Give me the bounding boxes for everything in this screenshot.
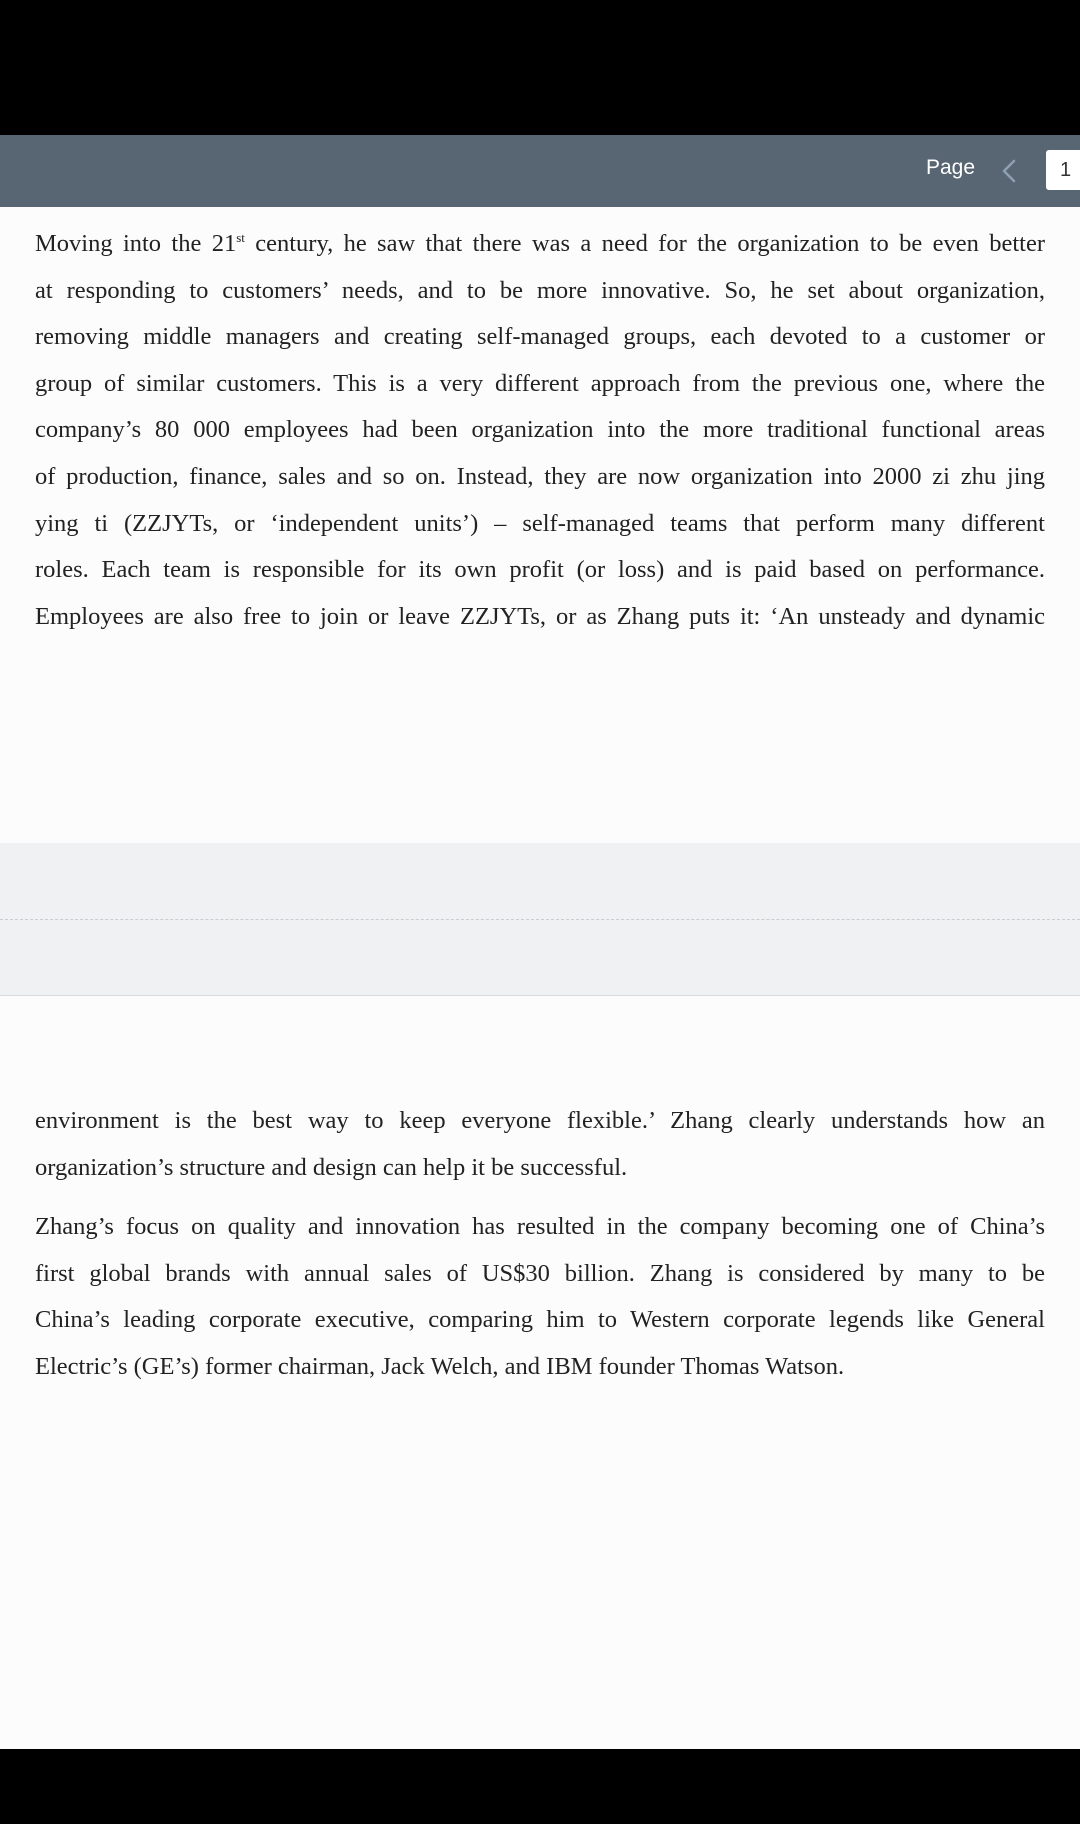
page1-paragraph xyxy=(35,221,1045,640)
text-line: first global brands with annual sales of US$30 billion. Zhang is considered by many to be xyxy=(35,1259,1045,1287)
page-number-input[interactable] xyxy=(1046,150,1080,190)
text-line: of production, finance, sales and so on. Instead, they are now organization into 2000 zi zhu jing xyxy=(35,462,1045,490)
status-bar-area xyxy=(0,0,1080,135)
prev-page-button[interactable] xyxy=(994,151,1024,191)
text-line: company’s 80 000 employees had been organization into the more traditional functional areas xyxy=(35,416,1045,444)
text-line: Zhang’s focus on quality and innovation has resulted in the company becoming one of China’s xyxy=(35,1213,1045,1240)
page2-paragraph-1 xyxy=(35,1098,1045,1191)
text-line: removing middle managers and creating self-managed groups, each devoted to a customer or xyxy=(35,323,1045,351)
text-line: at responding to customers’ needs, and to be more innovative. So, he set about organization, xyxy=(35,276,1045,304)
navigation-bar-area xyxy=(0,1749,1080,1824)
text-line: roles. Each team is responsible for its own profit (or loss) and is paid based on performance. xyxy=(35,556,1045,584)
text-line: environment is the best way to keep everyone flexible.’ Zhang clearly understands how an xyxy=(35,1107,1045,1134)
viewer-toolbar xyxy=(0,135,1080,207)
text-line: Electric’s (GE’s) former chairman, Jack Welch, and IBM founder Thomas Watson. xyxy=(35,1352,845,1380)
text-line: ying ti (ZZJYTs, or ‘independent units’) – self-managed teams that perform many different xyxy=(35,509,1045,537)
page-break-line xyxy=(0,919,1080,920)
chevron-left-icon xyxy=(994,151,1024,191)
page-label: Page xyxy=(926,156,976,179)
document-page-1 xyxy=(0,207,1080,843)
page-separator xyxy=(0,843,1080,996)
page2-paragraph-2 xyxy=(35,1204,1045,1390)
text-line: organization’s structure and design can help it be successful. xyxy=(35,1153,628,1181)
text-line: China’s leading corporate executive, comparing him to Western corporate legends like General xyxy=(35,1306,1045,1334)
document-page-2 xyxy=(0,996,1080,1749)
text-line: Employees are also free to join or leave ZZJYTs, or as Zhang puts it: ‘An unsteady and dynamic xyxy=(35,602,1045,630)
text-line: group of similar customers. This is a very different approach from the previous one, where the xyxy=(35,369,1045,397)
text-line: Moving into the 21st century, he saw that there was a need for the organization to be even better xyxy=(35,229,1045,257)
